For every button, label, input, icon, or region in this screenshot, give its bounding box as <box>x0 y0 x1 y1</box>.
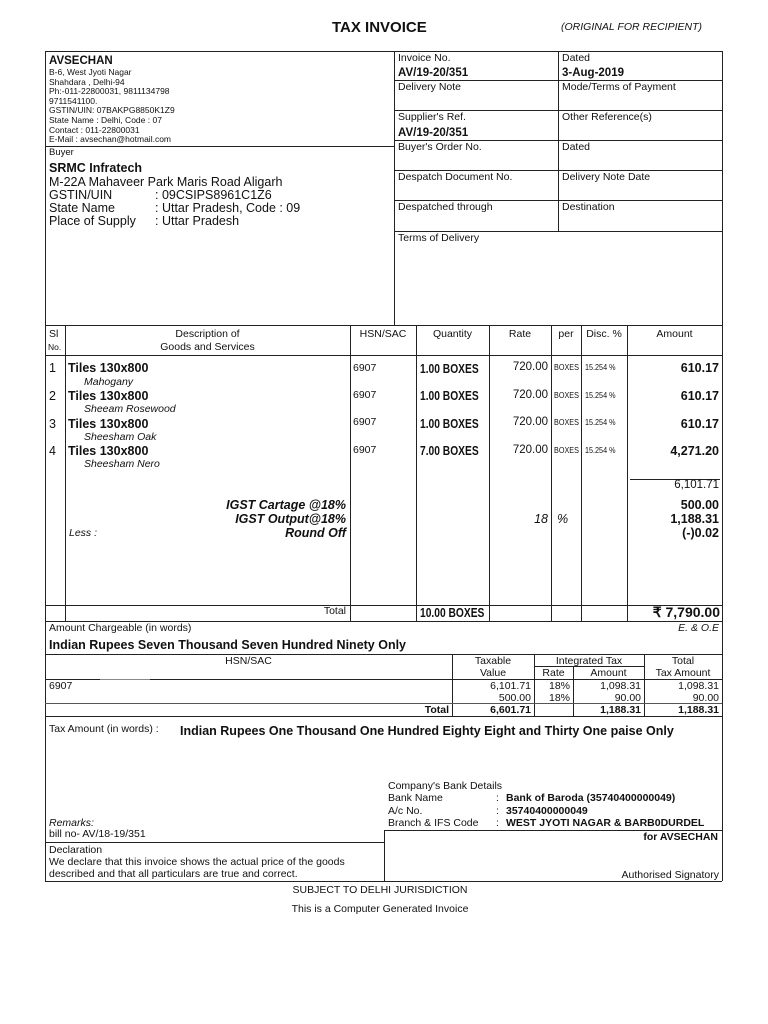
bank-colon: : <box>496 792 499 804</box>
remarks-text: bill no- AV/18-19/351 <box>49 828 146 840</box>
tax-col-rate: Rate <box>542 667 565 679</box>
tax-words: Indian Rupees One Thousand One Hundred Eighty Eight and Thirty One paise Only <box>180 724 674 738</box>
tax-col-amount: Amount <box>590 667 627 679</box>
col-sl: Sl <box>49 328 59 340</box>
signatory-label: Authorised Signatory <box>621 869 719 881</box>
buyer-pos-value: : Uttar Pradesh <box>155 214 240 228</box>
total-label: Total <box>323 605 346 617</box>
col-amount: Amount <box>656 328 693 340</box>
bank-colon: : <box>496 817 499 829</box>
buyer-state-label: State Name <box>49 201 116 215</box>
mode-terms-label: Mode/Terms of Payment <box>562 81 676 93</box>
col-no: No. <box>48 342 62 352</box>
buyers-order-label: Buyer's Order No. <box>398 141 482 153</box>
remarks-label: Remarks: <box>49 817 94 829</box>
terms-delivery-label: Terms of Delivery <box>398 232 480 244</box>
buyer-pos-label: Place of Supply <box>49 214 136 228</box>
tax-col-integrated: Integrated Tax <box>555 655 623 667</box>
tax-col-total-2: Tax Amount <box>655 667 711 679</box>
igst-output-amount: 1,188.31 <box>670 512 719 526</box>
bank-ac: 35740400000049 <box>506 805 588 817</box>
declaration-line-1: We declare that this invoice shows the actual price of the goods <box>49 856 345 868</box>
tax-col-hsn: HSN/SAC <box>225 655 272 667</box>
buyer-gstin-value: : 09CSIPS8961C1Z6 <box>155 188 272 202</box>
subtotal: 6,101.71 <box>674 479 719 491</box>
eoe-label: E. & O.E <box>678 622 719 634</box>
amount-words-label: Amount Chargeable (in words) <box>49 622 192 634</box>
despatch-doc-label: Despatch Document No. <box>398 171 513 183</box>
buyer-state-value: : Uttar Pradesh, Code : 09 <box>155 201 301 215</box>
delivery-note-date-label: Delivery Note Date <box>562 171 651 183</box>
bank-name: Bank of Baroda (35740400000049) <box>506 792 676 804</box>
order-dated-label: Dated <box>562 141 591 153</box>
buyer-label: Buyer <box>49 147 74 158</box>
col-desc-1: Description of <box>175 328 240 340</box>
tax-col-taxable-2: Value <box>479 667 507 679</box>
tax-words-label: Tax Amount (in words) : <box>49 723 159 735</box>
total-qty: 10.00 BOXES <box>420 606 485 620</box>
invoice-no-label: Invoice No. <box>398 52 451 64</box>
igst-output-pct: % <box>557 512 569 526</box>
col-disc: Disc. % <box>586 328 622 340</box>
less-label: Less : <box>69 527 98 539</box>
round-off-label: Round Off <box>285 526 346 540</box>
copy-label: (ORIGINAL FOR RECIPIENT) <box>561 21 702 33</box>
seller-address: B-6, West Jyoti Nagar Shahdara , Delhi-94 Ph:-011-22800031, 9811134798 9711541100. GSTIN/UIN: 07BAKPG8850K1Z9 State Name : Delhi, Code : 07 Contact : 011-22800031 E-Mail : avsechan@hotmail.com <box>49 67 175 145</box>
computer-generated-note: This is a Computer Generated Invoice <box>291 903 469 915</box>
supplier-ref-label: Supplier's Ref. <box>398 111 466 123</box>
dated-label: Dated <box>562 52 591 64</box>
igst-output-label: IGST Output@18% <box>235 512 346 526</box>
buyer-gstin-label: GSTIN/UIN <box>49 188 113 202</box>
buyer-name: SRMC Infratech <box>49 161 143 175</box>
destination-label: Destination <box>562 201 615 213</box>
bank-ac-label: A/c No. <box>388 805 423 817</box>
other-ref-label: Other Reference(s) <box>562 111 652 123</box>
bank-colon: : <box>496 805 499 817</box>
bank-heading: Company's Bank Details <box>388 780 503 792</box>
igst-output-rate: 18 <box>534 512 548 526</box>
declaration-line-2: described and that all particulars are true and correct. <box>49 868 298 880</box>
col-hsn: HSN/SAC <box>359 328 407 340</box>
jurisdiction-note: SUBJECT TO DELHI JURISDICTION <box>292 884 468 896</box>
invoice-no: AV/19-20/351 <box>398 67 469 79</box>
bank-branch: WEST JYOTI NAGAR & BARB0DURDEL <box>506 817 705 829</box>
seller-name: AVSECHAN <box>49 55 113 67</box>
grand-total: ₹ 7,790.00 <box>652 604 720 620</box>
col-qty: Quantity <box>432 328 473 340</box>
despatched-through-label: Despatched through <box>398 201 493 213</box>
supplier-ref: AV/19-20/351 <box>398 127 469 139</box>
invoice-date: 3-Aug-2019 <box>562 67 624 79</box>
declaration-label: Declaration <box>49 844 103 856</box>
invoice-title: TAX INVOICE <box>332 19 427 36</box>
tax-col-taxable-1: Taxable <box>474 655 512 667</box>
round-off-amount: (-)0.02 <box>682 526 719 540</box>
signatory-for: for AVSECHAN <box>643 831 718 843</box>
tax-col-total-1: Total <box>671 655 695 667</box>
cartage-label: IGST Cartage @18% <box>226 498 346 512</box>
delivery-note-label: Delivery Note <box>398 81 462 93</box>
bank-branch-label: Branch & IFS Code <box>388 817 479 829</box>
buyer-address: M-22A Mahaveer Park Maris Road Aligarh <box>49 175 283 189</box>
col-per: per <box>558 328 574 340</box>
cartage-amount: 500.00 <box>680 498 719 512</box>
amount-words: Indian Rupees Seven Thousand Seven Hundred Ninety Only <box>49 638 407 652</box>
col-rate: Rate <box>508 328 532 340</box>
bank-name-label: Bank Name <box>388 792 443 804</box>
col-desc-2: Goods and Services <box>160 341 255 353</box>
